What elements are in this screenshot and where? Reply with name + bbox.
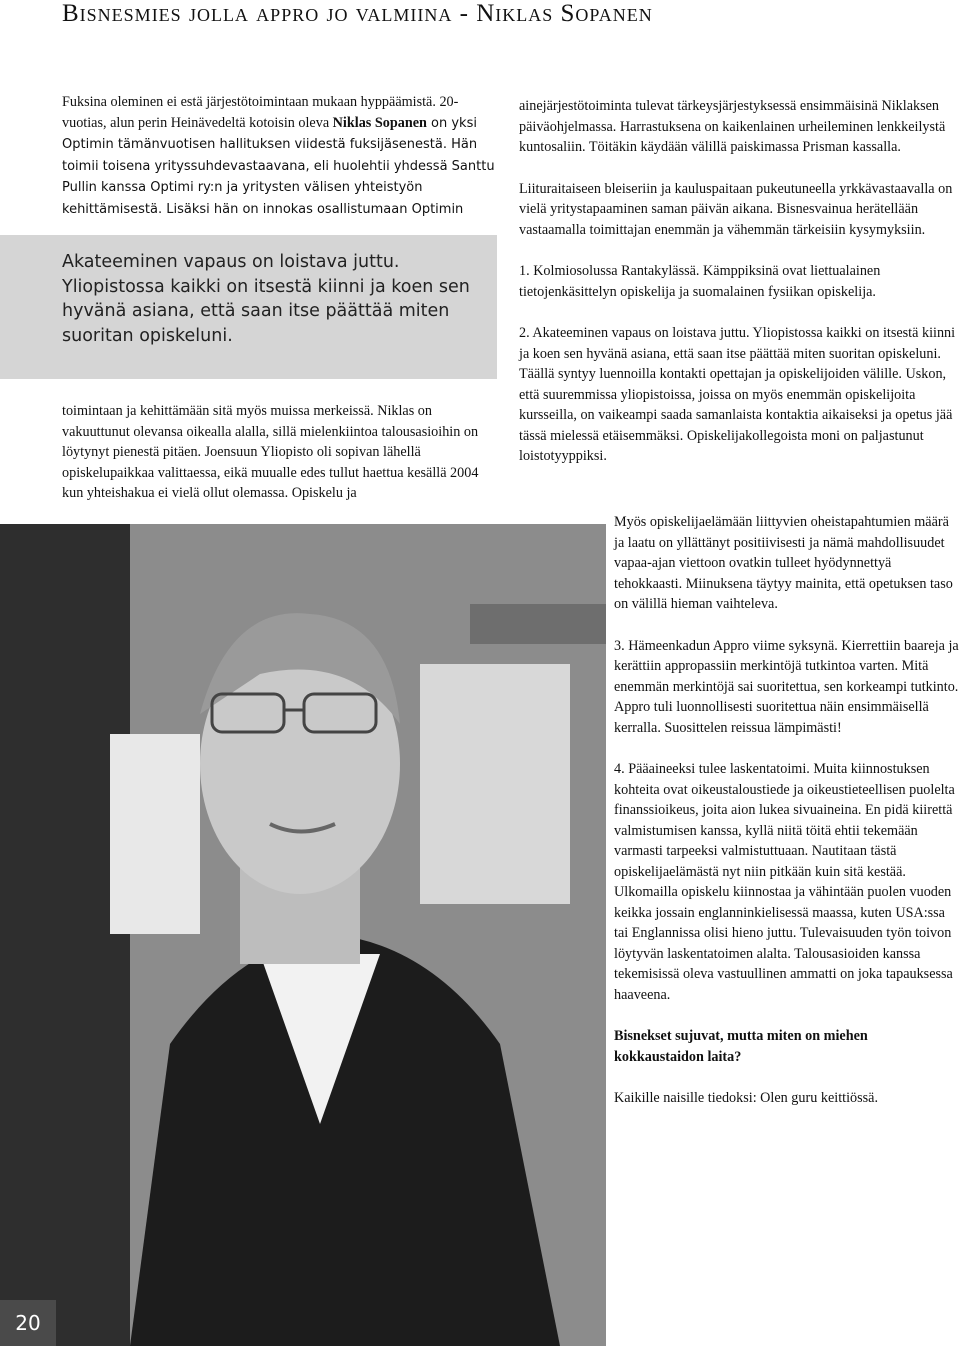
portrait-photo [0, 524, 606, 1346]
pull-quote: Akateeminen vapaus on loistava juttu. Yliopistossa kaikki on itsestä kiinni ja koen sen hyvänä asiana, että saan itse päättää miten suoritan opiskeluni. [62, 252, 470, 346]
question-cooking [614, 1026, 960, 1067]
answer-4: 4. Pääaineeksi tulee laskentatoimi. Muita kiinnostuksen kohteita ovat oikeustaloustiede ja oikeustieteellisen puolelta finanssioikeus, joita aion lukea sivuaineina. En pidä kiirettä valmistumisen kanssa, kyllä niitä töitä ehtii tekemään varmasti tarpeeksi valmistuttuaan. Nautitaan tästä opiskelijaelämästä nyt niin pitkään kuin sitä kestää. Ulkomailla opiskelu kiinnostaa ja vähintään puolen vuoden keikka jossain englanninkielisessä maassa, kuten USA:ssa tai Englannissa olisi hieno juttu. Tulevaisuuden työn toivon löytyvän laskentatoimen alalta. Talousasioiden kanssa tekemisissä oleva vastuullinen ammatti on joka tapauksessa haaveena. [614, 761, 955, 1003]
answer-cooking: Kaikille naisille tiedoksi: Olen guru keittiössä. [614, 1090, 878, 1106]
page-number: 20 [0, 1300, 56, 1346]
intro-paragraph [62, 92, 502, 220]
answer-1: 1. Kolmiosolussa Rantakylässä. Kämppiksinä ovat liettualainen tietojenkäsittelyn opiskelija ja suomalainen fysiikan opiskelija. [519, 263, 881, 300]
question-text: Bisnekset sujuvat, mutta miten on miehen kokkaustaidon laita? [614, 1028, 868, 1065]
left-column-intro [62, 92, 502, 220]
answer-3: 3. Hämeenkadun Appro viime syksynä. Kierrettiin baareja ja kerättiin appropassiin merkintöjä tutkintoa varten. Mitä enemmän merkintöjä sai suoritettua, sen korkeampi tutkinto. Appro tuli luonnollisesti suoritettua näin ensimmäisellä kerralla. Suosittelen reissua lämpimästi! [614, 637, 959, 736]
answer-2-continued: Myös opiskelijaelämään liittyvien oheistapahtumien määrä ja laatu on yllättänyt positiivisesti ja nämä mahdollisuudet vapaa-ajan viettoon ovatkin tulleet hyödynnettyä tehokkaasti. Miinuksena täytyy mainita, että opetuksen taso on välillä hieman vaihteleva. [614, 514, 953, 612]
article-title: Bisnesmies jolla appro jo valmiina - Niklas Sopanen [62, 0, 653, 27]
right-column [519, 96, 959, 467]
person-name: Niklas Sopanen [332, 114, 427, 131]
intro-text-start: Fuksina oleminen ei estä järjestötoimintaan mukaan hyppäämistä. 20-vuotias, alun perin Heinävedeltä kotoisin oleva [62, 94, 459, 131]
paragraph-business-meeting: Liituraitaiseen bleiseriin ja kauluspaitaan pukeutuneella yrkkävastaavalla on vielä yritystapaaminen saman päivän aikana. Bisnesvainua herätellään vastaamalla toimittajan enemmän ja vähemmän tärkeisiin kysymyksiin. [519, 180, 953, 238]
answer-2: 2. Akateeminen vapaus on loistava juttu. Yliopistossa kaikki on itsestä kiinni ja koen sen hyvänä asiana, että saan itse päättää miten suoritan opiskeluni. Täällä syntyy luennoilla kontakti opettajan ja opiskelijoiden välille. Uskon, että suuremmissa yliopistoissa, joissa on myös enemmän opiskelijoita kursseilla, on vaikeampi saada samanlaista kontaktia aikaiseksi ja opetus jää tässä mielessä etäisemmäksi. Opiskelijakollegoista moni on paljastunut loistotyyppiksi. [519, 325, 956, 464]
portrait-illustration [0, 524, 606, 1346]
continued-paragraph: toimintaan ja kehittämään sitä myös muissa merkeissä. Niklas on vakuuttunut olevansa oikealla alalla, sillä mielenkiintoa talousasioihin on löytynyt pienestä pitäen. Joensuun Yliopisto oli sopivan lähellä opiskelupaikkaa valittaessa, eikä muualle edes tullut haettua kesällä 2004 kun yhteishakua ei vielä ollut olemassa. Opiskelu ja [62, 403, 479, 501]
left-column-continued [62, 401, 502, 504]
intro-text-end: on yksi Optimin tämänvuotisen hallituksen viidestä fuksijäsenestä. Hän toimii toisena yrityssuhdevastaavana, eli huolehtii yhdessä Santtu Pullin kanssa Optimi ry:n ja yritysten välisen yhteistyön kehittämisestä. Lisäksi hän on innokas osallistumaan Optimin [62, 115, 495, 217]
right-column-lower [614, 512, 960, 1130]
paragraph-activities: ainejärjestötoiminta tulevat tärkeysjärjestyksessä ensimmäisinä Niklaksen päiväohjelmassa. Harrastuksena on kaikenlainen urheileminen lenkkeilystä kuntosaliin. Töitäkin käydään välillä paiskimassa Prisman kassalla. [519, 98, 946, 155]
